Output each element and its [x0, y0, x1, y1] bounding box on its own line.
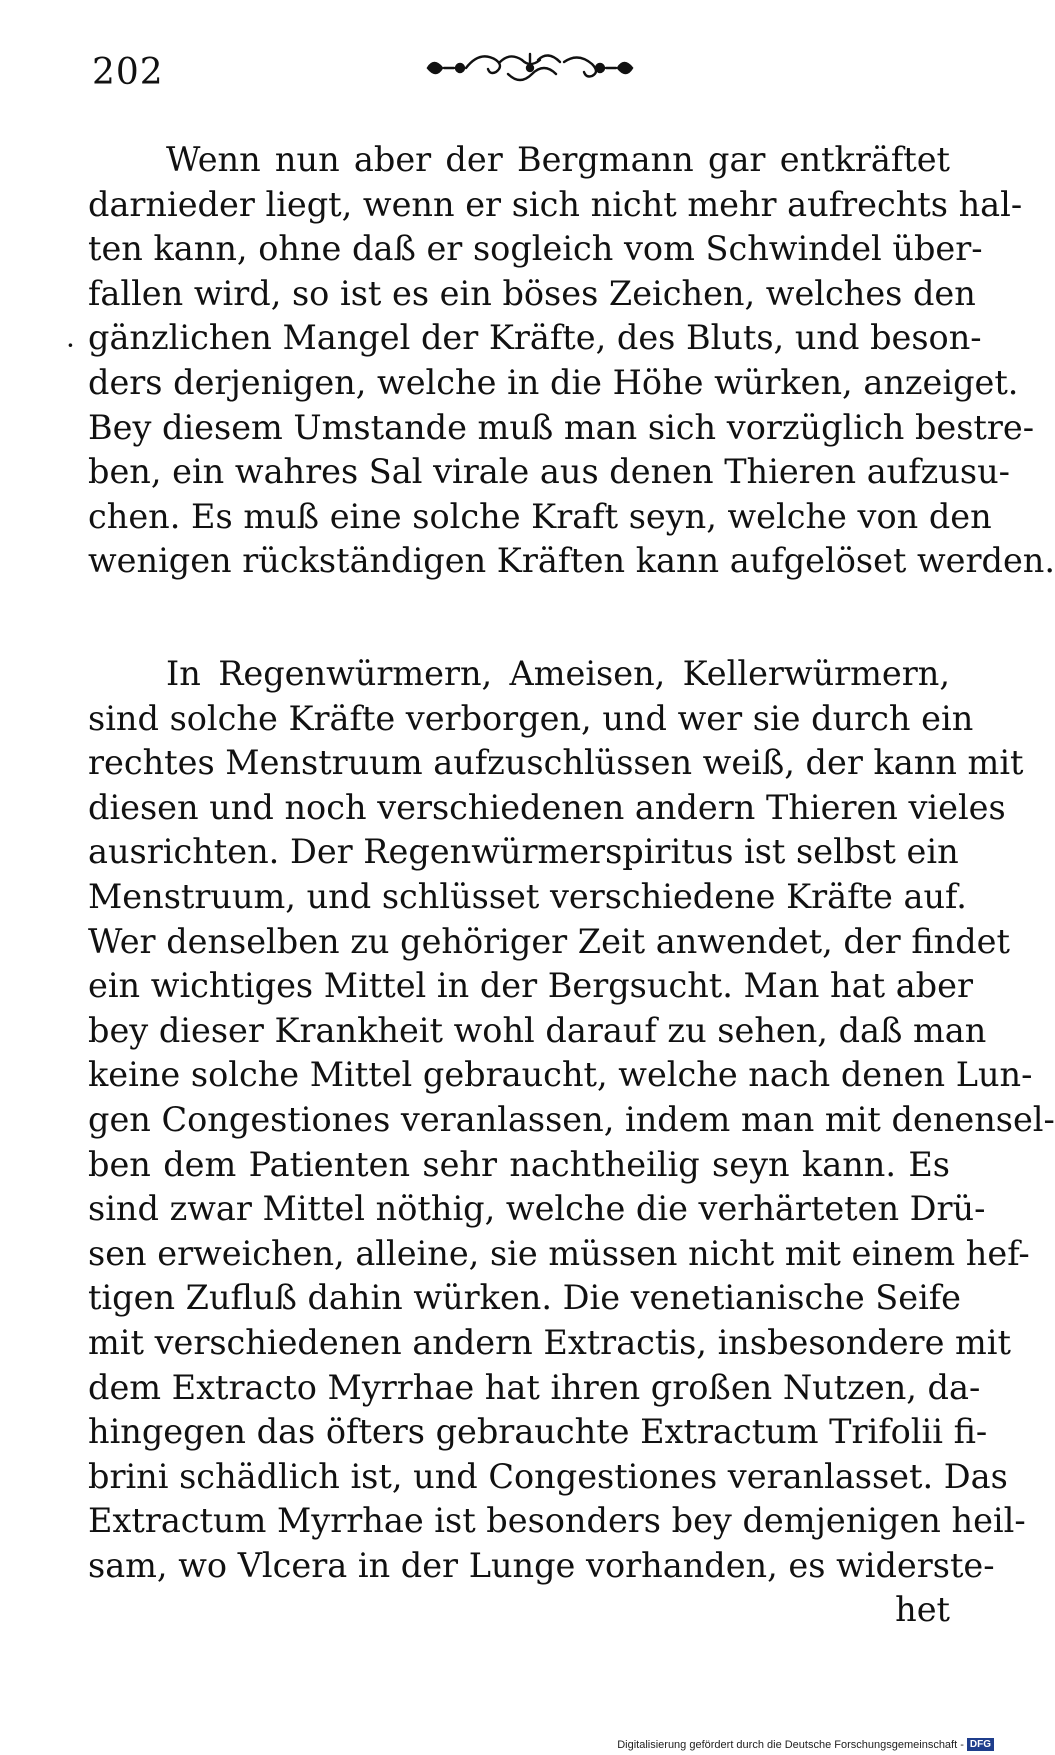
paragraph-2 — [88, 652, 1055, 1633]
text-line: gänzlichen Mangel der Kräfte, des Bluts, und beson- — [88, 318, 982, 358]
footer-text: Digitalisierung gefördert durch die Deutsche Forschungsgemeinschaft - — [617, 1738, 964, 1751]
text-line: sind solche Kräfte verborgen, und wer sie durch ein — [88, 698, 974, 738]
dfg-logo: DFG — [967, 1738, 994, 1751]
text-line: Wer denselben zu gehöriger Zeit anwendet, der findet — [88, 921, 1010, 961]
text-line: darnieder liegt, wenn er sich nicht mehr aufrechts hal- — [88, 184, 1023, 224]
text-line: ein wichtiges Mittel in der Bergsucht. Man hat aber — [88, 966, 973, 1006]
margin-mark: · — [66, 329, 75, 362]
text-line: ben, ein wahres Sal virale aus denen Thieren aufzusu- — [88, 452, 1010, 492]
text-line: dem Extracto Myrrhae hat ihren großen Nutzen, da- — [88, 1367, 981, 1407]
text-line: ben dem Patienten sehr nachtheilig seyn kann. Es — [88, 1144, 950, 1184]
text-line: sind zwar Mittel nöthig, welche die verhärteten Drü- — [88, 1189, 986, 1229]
text-line: gen Congestiones veranlassen, indem man mit denensel- — [88, 1099, 1055, 1139]
text-line: hingegen das öfters gebrauchte Extractum Trifolii fi- — [88, 1412, 988, 1452]
text-line: Extractum Myrrhae ist besonders bey demjenigen heil- — [88, 1501, 1026, 1541]
text-line: bey dieser Krankheit wohl darauf zu sehen, daß man — [88, 1010, 987, 1050]
catchword: het — [895, 1590, 950, 1630]
page-number: 202 — [92, 52, 164, 93]
text-line: sam, wo Vlcera in der Lunge vorhanden, es widerste- — [88, 1545, 995, 1585]
text-line: wenigen rückständigen Kräften kann aufgelöset werden. — [88, 541, 1055, 581]
text-line: rechtes Menstruum aufzuschlüssen weiß, der kann mit — [88, 743, 1024, 783]
text-line: ders derjenigen, welche in die Höhe würken, anzeiget. — [88, 362, 1019, 402]
paragraph-1 — [88, 138, 1055, 584]
text-line: Wenn nun aber der Bergmann gar entkräftet — [166, 140, 950, 179]
text-line: Bey diesem Umstande muß man sich vorzüglich bestre- — [88, 407, 1035, 447]
floral-ornament-icon — [420, 48, 640, 88]
text-line: diesen und noch verschiedenen andern Thieren vieles — [88, 787, 1006, 827]
text-line: mit verschiedenen andern Extractis, insbesondere mit — [88, 1322, 1011, 1362]
text-line: Menstruum, und schlüsset verschiedene Kräfte auf. — [88, 876, 967, 916]
digitization-footer — [617, 1738, 994, 1751]
text-line: In Regenwürmern, Ameisen, Kellerwürmern, — [166, 654, 950, 693]
text-line: keine solche Mittel gebraucht, welche nach denen Lun- — [88, 1055, 1033, 1095]
text-line: ten kann, ohne daß er sogleich vom Schwindel über- — [88, 229, 983, 269]
text-line: chen. Es muß eine solche Kraft seyn, welche von den — [88, 496, 992, 536]
text-line: sen erweichen, alleine, sie müssen nicht mit einem hef- — [88, 1233, 1030, 1273]
text-line: brini schädlich ist, und Congestiones veranlasset. Das — [88, 1456, 1008, 1496]
text-line: tigen Zufluß dahin würken. Die venetianische Seife — [88, 1278, 962, 1318]
text-line: ausrichten. Der Regenwürmerspiritus ist selbst ein — [88, 832, 959, 872]
text-line: fallen wird, so ist es ein böses Zeichen, welches den — [88, 273, 976, 313]
